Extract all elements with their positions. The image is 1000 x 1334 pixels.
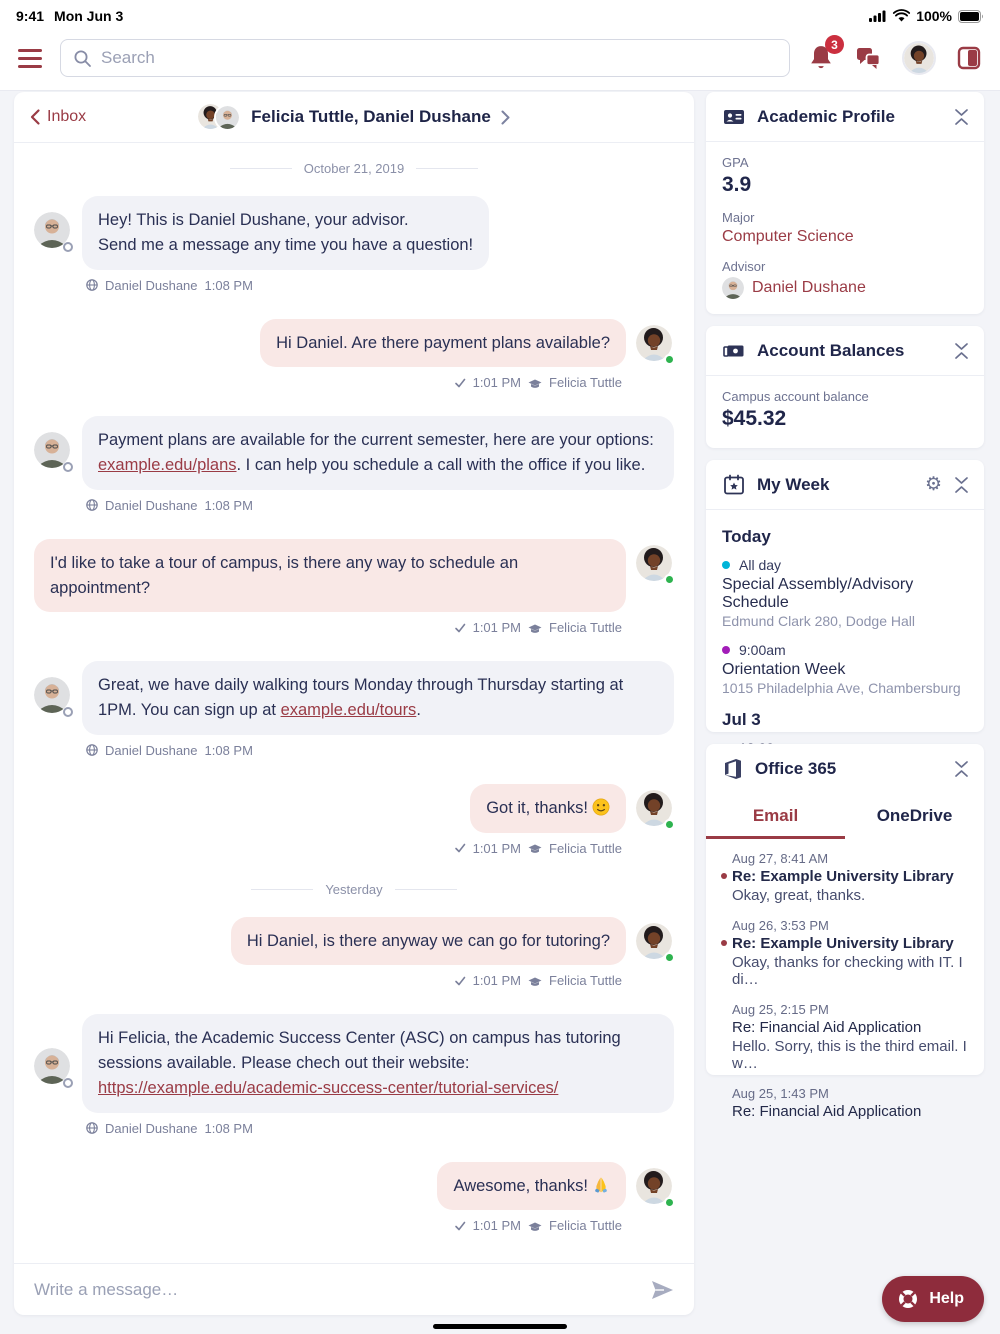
status-time: 9:41 [16, 8, 45, 24]
message-sender: Daniel Dushane [105, 1120, 198, 1136]
avatar [904, 43, 934, 73]
message-incoming [34, 416, 674, 513]
delivered-check-icon [455, 1221, 466, 1231]
major-label: Major [722, 210, 755, 225]
message-input[interactable] [34, 1280, 638, 1300]
widget-title: Academic Profile [757, 106, 895, 126]
message-bubble: Payment plans are available for the current semester, here are your options: example.edu/plans. I can help you schedule a call with the office if you like. [82, 416, 674, 490]
chat-bubbles-icon [854, 45, 882, 71]
top-region [0, 0, 1000, 91]
message-sender: Felicia Tuttle [549, 620, 622, 636]
widget-title: My Week [757, 474, 830, 494]
panel-toggle-button[interactable] [956, 45, 982, 71]
balance-value: $45.32 [722, 407, 787, 430]
message-outgoing [34, 1162, 674, 1234]
search-box [60, 39, 790, 77]
message-outgoing [34, 539, 674, 636]
date-separator: Yesterday [34, 882, 674, 897]
banknote-icon [722, 339, 746, 363]
widget-title: Office 365 [755, 759, 837, 778]
avatar [722, 277, 744, 299]
day-heading: Jul 3 [722, 710, 761, 729]
tab-email[interactable]: Email [706, 794, 845, 839]
message-sender: Felicia Tuttle [549, 1218, 622, 1234]
message-incoming [34, 1014, 674, 1135]
message-sender: Daniel Dushane [105, 742, 198, 758]
message-meta [451, 375, 626, 390]
graduation-cap-icon [528, 624, 542, 632]
event-color-dot [722, 646, 730, 654]
cellular-signal-icon [869, 10, 887, 22]
id-card-icon [722, 105, 746, 129]
calendar-event[interactable]: All day Special Assembly/Advisory Schedule Edmund Clark 280, Dodge Hall [722, 557, 915, 629]
message-meta [451, 841, 626, 856]
status-date: Mon Jun 3 [54, 8, 124, 24]
widget-title: Account Balances [757, 340, 905, 360]
delivered-check-icon [455, 623, 466, 633]
globe-icon [86, 744, 98, 756]
smiling-face-emoji [592, 798, 610, 816]
delivered-check-icon [455, 843, 466, 853]
help-button[interactable] [882, 1276, 984, 1322]
my-week-widget [706, 460, 984, 732]
widget-sidebar [706, 92, 984, 1120]
presence-indicator [664, 1197, 675, 1208]
profile-avatar[interactable] [902, 41, 936, 75]
message-composer [14, 1263, 694, 1315]
message-sender: Daniel Dushane [105, 497, 198, 513]
conversation-title: Felicia Tuttle, Daniel Dushane [251, 107, 491, 126]
gpa-value: 3.9 [722, 173, 752, 196]
presence-indicator [664, 819, 675, 830]
message-bubble: Hi Daniel. Are there payment plans available? [260, 319, 626, 368]
graduation-cap-icon [528, 977, 542, 985]
message-meta [451, 973, 626, 988]
message-link[interactable]: example.edu/plans [98, 456, 237, 474]
message-sender: Daniel Dushane [105, 277, 198, 293]
battery-icon [958, 10, 984, 23]
presence-indicator [664, 574, 675, 585]
presence-indicator [664, 354, 675, 365]
major-value-link[interactable]: Computer Science [722, 228, 854, 245]
help-label: Help [929, 1290, 964, 1307]
search-icon [73, 49, 92, 68]
battery-percent: 100% [916, 8, 952, 24]
message-outgoing [34, 917, 674, 989]
graduation-cap-icon [528, 1222, 542, 1230]
message-outgoing [34, 319, 674, 391]
message-bubble: Got it, thanks! [470, 784, 626, 833]
message-sender: Felicia Tuttle [549, 973, 622, 989]
wifi-icon [893, 10, 910, 22]
globe-icon [86, 279, 98, 291]
message-bubble: Hi Felicia, the Academic Success Center (ASC) on campus has tutoring sessions available. Please chech out their website: https://example.edu/academic-success-center/tutorial-services/ [82, 1014, 674, 1112]
message-bubble: Awesome, thanks! [437, 1162, 626, 1211]
tab-onedrive[interactable]: OneDrive [876, 806, 953, 825]
message-sender: Felicia Tuttle [549, 375, 622, 391]
presence-indicator [63, 462, 73, 472]
message-outgoing [34, 784, 674, 856]
chevron-right-icon [501, 110, 510, 125]
presence-indicator [63, 1078, 73, 1088]
delivered-check-icon [455, 976, 466, 986]
email-item[interactable]: Aug 27, 8:41 AM Re: Example University Library Okay, great, thanks. [732, 851, 968, 904]
collapse-widget-button[interactable] [955, 343, 968, 359]
menu-icon[interactable] [18, 45, 42, 72]
message-time: 1:01 PM [472, 973, 522, 989]
message-bubble: I'd like to take a tour of campus, is there any way to schedule an appointment? [34, 539, 626, 613]
message-meta [82, 743, 674, 758]
message-meta [82, 1121, 674, 1136]
avatar [216, 106, 239, 129]
chevron-left-icon [30, 109, 40, 125]
event-color-dot [722, 561, 730, 569]
notifications-button[interactable] [808, 37, 838, 72]
globe-icon [86, 499, 98, 511]
email-item[interactable]: Aug 25, 2:15 PM Re: Financial Aid Application Hello. Sorry, this is the third email. I w… [732, 1002, 967, 1072]
globe-icon [86, 1122, 98, 1134]
office365-widget [706, 744, 984, 1120]
home-indicator[interactable] [433, 1324, 567, 1329]
email-item[interactable]: Aug 25, 1:43 PM Re: Financial Aid Application [732, 1086, 922, 1120]
conversation-avatars [198, 104, 241, 131]
message-bubble: Great, we have daily walking tours Monday through Thursday starting at 1PM. You can sign up at example.edu/tours. [82, 661, 674, 735]
message-link[interactable]: example.edu/tours [280, 701, 417, 719]
presence-indicator [664, 952, 675, 963]
day-heading: Today [722, 527, 771, 546]
life-ring-icon [896, 1287, 920, 1311]
email-list [706, 839, 984, 1120]
chat-panel [14, 92, 694, 1315]
advisor-name: Daniel Dushane [752, 279, 866, 296]
delivered-check-icon [455, 378, 466, 388]
academic-profile-widget [706, 92, 984, 314]
account-balances-widget [706, 326, 984, 448]
message-time: 1:01 PM [472, 1218, 522, 1234]
message-meta [82, 498, 674, 513]
balance-label: Campus account balance [722, 389, 869, 404]
message-bubble: Hi Daniel, is there anyway we can go for tutoring? [231, 917, 626, 966]
calendar-event[interactable]: 9:00am Orientation Week 1015 Philadelphia Ave, Chambersburg [722, 642, 961, 696]
email-item[interactable]: Aug 26, 3:53 PM Re: Example University Library Okay, thanks for checking with IT. I di… [732, 918, 968, 988]
graduation-cap-icon [528, 379, 542, 387]
office-logo-icon [722, 757, 744, 781]
advisor-label: Advisor [722, 259, 766, 274]
message-time: 1:01 PM [472, 840, 522, 856]
message-sender: Felicia Tuttle [549, 840, 622, 856]
back-label: Inbox [47, 108, 87, 125]
status-bar [0, 0, 1000, 26]
send-icon[interactable] [650, 1280, 674, 1300]
search-input[interactable] [101, 48, 777, 68]
gpa-label: GPA [722, 155, 749, 170]
unread-dot [721, 873, 727, 879]
calendar-star-icon [722, 473, 746, 497]
presence-indicator [63, 242, 73, 252]
chat-header [14, 92, 694, 143]
presence-indicator [63, 707, 73, 717]
advisor-link[interactable] [722, 277, 968, 299]
folded-hands-emoji [592, 1176, 610, 1194]
gear-icon[interactable]: ⚙ [924, 474, 942, 495]
date-separator: October 21, 2019 [34, 161, 674, 176]
collapse-widget-button[interactable] [955, 761, 968, 777]
conversation-title-button[interactable] [14, 104, 694, 131]
message-time: 1:01 PM [472, 620, 522, 636]
messages-button[interactable] [854, 45, 882, 71]
message-time: 1:08 PM [204, 497, 253, 513]
app-header [0, 26, 1000, 90]
unread-dot [721, 940, 727, 946]
message-time: 1:08 PM [204, 1120, 253, 1136]
message-meta [82, 278, 489, 293]
message-meta [451, 620, 626, 635]
graduation-cap-icon [528, 844, 542, 852]
message-bubble: Hey! This is Daniel Dushane, your advisor. Send me a message any time you have a question! [82, 196, 489, 270]
message-time: 1:01 PM [472, 375, 522, 391]
message-incoming [34, 196, 674, 293]
message-list [14, 143, 694, 1263]
office365-tabs [706, 794, 984, 839]
collapse-widget-button[interactable] [955, 109, 968, 125]
message-link[interactable]: https://example.edu/academic-success-center/tutorial-services/ [98, 1078, 559, 1097]
message-incoming [34, 661, 674, 758]
back-to-inbox-button[interactable] [30, 108, 86, 126]
message-time: 1:08 PM [204, 742, 253, 758]
message-meta [451, 1218, 626, 1233]
collapse-widget-button[interactable] [955, 477, 968, 493]
notification-badge: 3 [825, 35, 844, 54]
side-panel-icon [956, 45, 982, 71]
message-time: 1:08 PM [204, 277, 253, 293]
